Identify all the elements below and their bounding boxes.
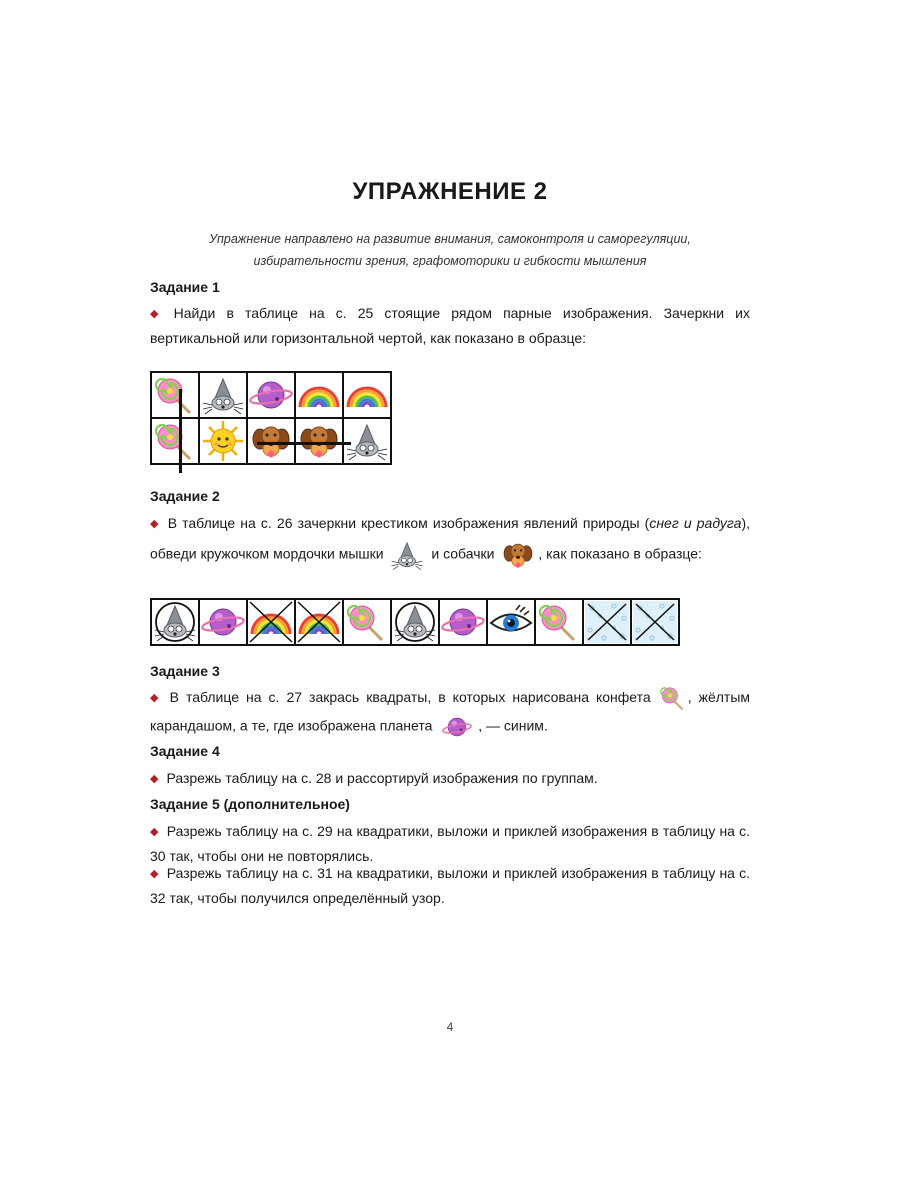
task2-text-b: ), обведи кружочком мордочки мышки (150, 515, 750, 562)
lollipop-icon (658, 684, 688, 712)
task4-instruction: Разрежь таблицу на с. 28 и рассортируй изображения по группам. (166, 770, 598, 786)
dog-icon (248, 419, 294, 463)
diamond-bullet-icon: ◆ (150, 868, 159, 880)
task3-text (150, 684, 750, 742)
task2-text-em: снег и радуга (649, 515, 742, 531)
task3-text-a: В таблице на с. 27 закрась квадраты, в которых нарисована конфета (169, 689, 658, 705)
task5-item-2 (150, 862, 750, 910)
grid-cell (439, 599, 487, 645)
lollipop-icon (152, 373, 198, 417)
rainbow-icon (248, 600, 294, 644)
planet-icon (248, 373, 294, 417)
task2-text-c: и собачки (427, 545, 499, 562)
grid-cell (151, 418, 199, 464)
sample-grid-1-row-2 (151, 418, 391, 464)
mouse-icon (344, 419, 390, 463)
sample-grid-1-row-1 (151, 372, 391, 418)
grid-cell (295, 599, 343, 645)
grid-cell (343, 418, 391, 464)
grid-cell (199, 418, 247, 464)
task1-heading: Задание 1 (150, 279, 220, 295)
grid-cell (343, 372, 391, 418)
diamond-bullet-icon: ◆ (150, 692, 162, 704)
grid-cell (535, 599, 583, 645)
lollipop-icon (152, 419, 198, 463)
vertical-strike-line (179, 389, 182, 473)
diamond-bullet-icon: ◆ (150, 773, 159, 785)
mouse-icon (200, 373, 246, 417)
mouse-icon (392, 600, 438, 644)
grid-cell (391, 599, 439, 645)
horizontal-strike-line (257, 442, 351, 445)
planet-icon (436, 712, 478, 742)
task4-text (150, 767, 750, 792)
grid-cell (631, 599, 679, 645)
grid-cell (343, 599, 391, 645)
task4-heading: Задание 4 (150, 743, 220, 759)
subtitle-line-1: Упражнение направлено на развитие внимания, самоконтроля и саморегуляции, (209, 232, 691, 246)
diamond-bullet-icon: ◆ (150, 308, 166, 320)
planet-icon (200, 600, 246, 644)
grid-cell (151, 372, 199, 418)
sample-grid-1 (150, 371, 392, 465)
grid-cell (151, 599, 199, 645)
lollipop-icon (536, 600, 582, 644)
grid-cell (295, 418, 343, 464)
grid-cell (247, 372, 295, 418)
eye-icon (488, 600, 534, 644)
sample-grid-2 (150, 598, 680, 646)
dog-icon (498, 538, 538, 572)
task5-item-1 (150, 820, 750, 868)
rainbow-icon (296, 373, 342, 417)
task3-text-c: , — синим. (478, 718, 548, 734)
task1-instruction: Найди в таблице на с. 25 стоящие рядом парные изображения. Зачеркни их вертикальной или горизонтальной чертой, как показано в образце: (150, 305, 750, 346)
page-number: 4 (446, 1020, 454, 1034)
task3-heading: Задание 3 (150, 663, 220, 679)
grid-cell (247, 599, 295, 645)
exercise-subtitle (150, 228, 750, 272)
task2-text (150, 511, 750, 572)
grid-cell (487, 599, 535, 645)
sun-icon (200, 419, 246, 463)
grid-cell (583, 599, 631, 645)
mouse-icon (152, 600, 198, 644)
grid-cell (199, 372, 247, 418)
rainbow-icon (296, 600, 342, 644)
page-title: УПРАЖНЕНИЕ 2 (352, 178, 548, 205)
task3-text-b: , жёлтым карандашом, а те, где изображена планета (150, 689, 751, 734)
diamond-bullet-icon: ◆ (150, 518, 160, 530)
diamond-bullet-icon: ◆ (150, 826, 159, 838)
task5-item-2-text: Разрежь таблицу на с. 31 на квадратики, выложи и приклей изображения в таблицу на с. 32 так, чтобы получился определённый узор. (150, 865, 751, 906)
task5-heading: Задание 5 (дополнительное) (150, 796, 350, 812)
grid-cell (295, 372, 343, 418)
sample-grid-2-row (151, 599, 679, 645)
task2-text-a: В таблице на с. 26 зачеркни крестиком изображения явлений природы ( (167, 515, 650, 531)
grid-cell (247, 418, 295, 464)
snowflake-icon (632, 600, 678, 644)
mouse-icon (387, 538, 427, 572)
snowflake-icon (584, 600, 630, 644)
task2-heading: Задание 2 (150, 488, 220, 504)
planet-icon (440, 600, 486, 644)
rainbow-icon (344, 373, 390, 417)
task5-item-1-text: Разрежь таблицу на с. 29 на квадратики, выложи и приклей изображения в таблицу на с. 30 так, чтобы они не повторялись. (150, 823, 751, 864)
grid-cell (199, 599, 247, 645)
lollipop-icon (344, 600, 390, 644)
subtitle-line-2: избирательности зрения, графомоторики и гибкости мышления (253, 254, 647, 268)
task1-text (150, 302, 750, 350)
task2-text-d: , как показано в образце: (538, 545, 702, 562)
dog-icon (296, 419, 342, 463)
